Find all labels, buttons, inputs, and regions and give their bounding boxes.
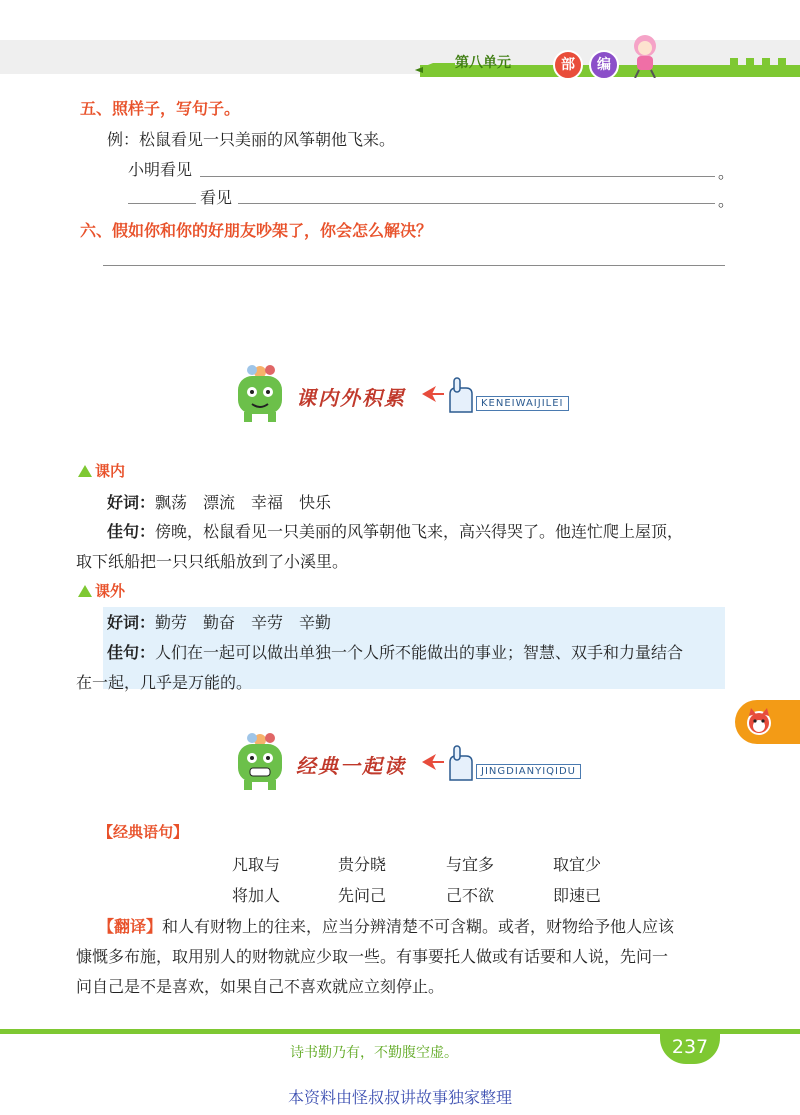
outclass-heading-text: 课外 [95,582,126,600]
banner-jingdian-title: 经典一起读 [296,754,406,778]
poem-row1-col3: 与宜多 [446,855,495,874]
footer-motto: 诗书勤乃有，不勤腹空虚。 [290,1045,458,1061]
inclass-sentence-text1: 傍晚，松鼠看见一只美丽的风筝朝他飞来，高兴得哭了。他连忙爬上屋顶， [155,522,684,541]
outclass-words [107,610,331,633]
inclass-heading [78,460,125,481]
inclass-heading-text: 课内 [95,462,126,480]
inclass-sentence-line1 [107,519,683,542]
outclass-sentence-line1 [107,640,683,663]
banner-kenei [230,362,570,424]
q5-line1-prefix: 小明看见 [128,160,193,179]
inclass-sentence-line2: 取下纸船把一只只纸船放到了小溪里。 [76,552,349,571]
green-triangle-icon [78,585,92,597]
inclass-words [107,490,331,513]
poem-row2-col4: 即速已 [553,886,602,905]
poem-row1-col4: 取宜少 [553,855,602,874]
arrow-left-icon [422,754,444,770]
arrow-left-icon [422,386,444,402]
poem-row2-col1: 将加人 [232,886,281,905]
banner-kenei-pinyin: KENEIWAIJILEI [476,396,569,411]
translation-label: 【翻译】 [98,917,163,936]
poem-row1-col2: 贵分晓 [338,855,387,874]
outclass-words-label: 好词： [107,613,156,632]
inclass-words-text: 飘荡 漂流 幸福 快乐 [155,493,332,512]
green-mascot-icon [230,730,292,792]
badge-bu: 部 [553,50,583,80]
pointing-hand-icon [444,744,474,784]
banner-jingdian-pinyin: JINGDIANYIQIDU [476,764,581,779]
inclass-sentence-label: 佳句： [107,522,156,541]
poem-row2-col3: 己不欲 [446,886,495,905]
girl-mascot-icon [625,32,665,78]
q5-example: 例：松鼠看见一只美丽的风筝朝他飞来。 [107,130,396,149]
outclass-words-text: 勤劳 勤奋 辛劳 辛勤 [155,613,332,632]
q6-title: 六、假如你和你的好朋友吵架了，你会怎么解决？ [80,221,433,240]
poem-row2-col2: 先问己 [338,886,387,905]
pencil-tip-icon [415,60,455,80]
q5-answer-line-2[interactable] [238,203,715,204]
banner-jingdian [230,730,576,792]
q6-answer-line[interactable] [103,265,725,266]
q5-line2-prefix: 看见 [200,188,233,207]
outclass-sentence-label: 佳句： [107,643,156,662]
translation-text1: 和人有财物上的往来，应当分辨清楚不可含糊。或者，财物给予他人应该 [162,917,675,936]
green-mascot-icon [230,362,292,424]
outclass-heading [78,580,125,601]
green-triangle-icon [78,465,92,477]
pointing-hand-icon [444,376,474,416]
translation-line3: 问自己是不是喜欢，如果自己不喜欢就应立刻停止。 [76,977,445,996]
q5-title: 五、照样子，写句子。 [80,99,241,118]
q5-line1-end: 。 [718,163,735,182]
unit-title: 第八单元 [455,55,511,71]
watermark-text: 本资料由怪叔叔讲故事独家整理 [287,1088,512,1107]
q5-answer-line-1[interactable] [200,176,715,177]
side-tab [735,700,800,744]
outclass-sentence-text1: 人们在一起可以做出单独一个人所不能做出的事业；智慧、双手和力量结合 [155,643,684,662]
page-number: 237 [660,1030,720,1064]
q5-answer-blank-subject[interactable] [128,203,196,204]
q5-line2-end: 。 [718,191,735,210]
translation-line1 [98,914,674,937]
fox-face-icon [743,706,775,738]
inclass-words-label: 好词： [107,493,156,512]
classic-heading: 【经典语句】 [98,823,189,841]
badge-bian: 编 [589,50,619,80]
outclass-sentence-line2: 在一起，几乎是万能的。 [76,673,253,692]
poem-row1-col1: 凡取与 [232,855,281,874]
checker-pattern [730,58,800,74]
translation-line2: 慷慨多布施，取用别人的财物就应少取一些。有事要托人做或有话要和人说，先问一 [76,947,669,966]
banner-kenei-title: 课内外积累 [296,386,406,410]
